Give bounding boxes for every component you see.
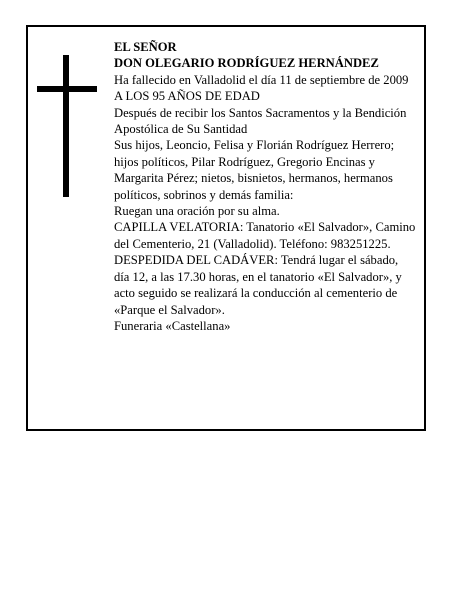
deceased-name: DON OLEGARIO RODRÍGUEZ HERNÁNDEZ (114, 56, 379, 71)
title-line: EL SEÑOR (114, 40, 177, 54)
cross-horizontal-bar (37, 86, 97, 92)
obituary-text (114, 39, 416, 334)
chapel-info: CAPILLA VELATORIA: Tanatorio «El Salvador», Camino del Cementerio, 21 (Valladolid). Teléfono: 983251225. (114, 220, 416, 251)
sacraments-line: Después de recibir los Santos Sacramentos y la Bendición Apostólica de Su Santidad (114, 105, 407, 137)
family-list: Sus hijos, Leoncio, Felisa y Florián Rodríguez Herrero; hijos políticos, Pilar Rodríguez, Gregorio Encinas y Margarita Pérez; nietos, bisnietos, hermanos, hermanos políticos, sobrinos y demás familia: (114, 138, 395, 202)
farewell-info: DESPEDIDA DEL CADÁVER: Tendrá lugar el sábado, día 12, a las 17.30 horas, en el tanatorio «El Salvador», y acto seguido se realizará la conducción al cementerio de «Parque el Salvador». (114, 253, 402, 317)
age-line: A LOS 95 AÑOS DE EDAD (114, 89, 260, 104)
cross-icon (37, 55, 97, 197)
prayer-line: Ruegan una oración por su alma. (114, 204, 280, 219)
death-info: Ha fallecido en Valladolid el día 11 de septiembre de 2009 (114, 72, 409, 87)
cross-vertical-bar (63, 55, 69, 197)
funeral-home: Funeraria «Castellana» (114, 318, 231, 333)
